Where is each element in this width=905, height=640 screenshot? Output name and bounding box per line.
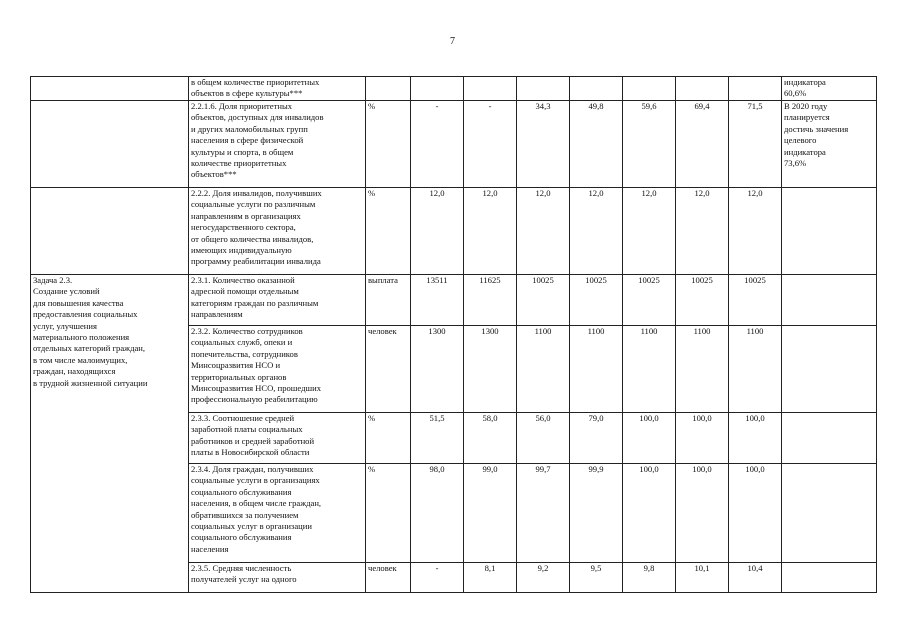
value-cell: 1100 (570, 326, 623, 413)
value-cell: - (411, 101, 464, 188)
text-line: граждан, находящихся (33, 366, 116, 377)
value-cell: 9,5 (570, 563, 623, 593)
value-cell (623, 77, 676, 101)
text-line: населения, в общем числе граждан, (191, 498, 322, 509)
value-cell: 12,0 (623, 188, 676, 275)
task-cell (31, 77, 189, 101)
text-line: территориальных органов (191, 371, 287, 382)
text-line: направлениям в организациях (191, 210, 301, 221)
text-line: профессиональную реабилитацию (191, 394, 318, 405)
value-cell (464, 77, 517, 101)
note-cell (782, 326, 877, 413)
text-line: работников и средней заработной (191, 435, 315, 446)
value-cell: 100,0 (623, 413, 676, 464)
text-line: и других маломобильных групп (191, 123, 308, 134)
value-cell (676, 77, 729, 101)
text-line: индикатора (784, 77, 826, 87)
note-cell (782, 464, 877, 563)
note-cell (782, 275, 877, 326)
table-row (31, 275, 877, 326)
indicator-cell (189, 326, 366, 413)
text-line: программу реабилитации инвалида (191, 256, 321, 267)
value-cell: 10025 (570, 275, 623, 326)
text-line: социальных услуг в организации (191, 521, 312, 532)
value-cell: 69,4 (676, 101, 729, 188)
value-cell: 49,8 (570, 101, 623, 188)
indicator-cell (189, 77, 366, 101)
text-line: услуг, улучшения (33, 320, 97, 331)
indicator-cell (189, 563, 366, 593)
value-cell: 13511 (411, 275, 464, 326)
value-cell (411, 77, 464, 101)
text-line: в том числе малоимущих, (33, 354, 128, 365)
value-cell: 12,0 (517, 188, 570, 275)
text-line: достичь значения (784, 123, 849, 134)
page-number: 7 (450, 36, 455, 47)
value-cell: 12,0 (411, 188, 464, 275)
text-line: населения в сфере физической (191, 135, 304, 146)
indicator-cell (189, 275, 366, 326)
value-cell: 1100 (676, 326, 729, 413)
text-line: в трудной жизненной ситуации (33, 377, 148, 388)
text-line: населения (191, 543, 229, 554)
note-cell (782, 77, 877, 101)
text-line: 2.2.2. Доля инвалидов, получивших (191, 188, 322, 198)
note-cell (782, 101, 877, 188)
note-cell (782, 563, 877, 593)
text-line: попечительства, сотрудников (191, 348, 298, 359)
text-line: адресной помощи отдельным (191, 286, 299, 297)
text-line: социальные услуги в организациях (191, 475, 320, 486)
text-line: социальные услуги по различным (191, 199, 316, 210)
text-line: 2.3.2. Количество сотрудников (191, 326, 303, 336)
value-cell: 1100 (729, 326, 782, 413)
value-cell: 10025 (517, 275, 570, 326)
text-line: объектов в сфере культуры*** (191, 88, 303, 99)
text-line: для повышения качества (33, 297, 124, 308)
value-cell: 79,0 (570, 413, 623, 464)
value-cell: 10,4 (729, 563, 782, 593)
text-line: направлениям (191, 309, 243, 320)
value-cell: 12,0 (676, 188, 729, 275)
table-row (31, 77, 877, 101)
text-line: имеющих индивидуальную (191, 245, 292, 256)
text-line: Создание условий (33, 286, 100, 297)
indicator-cell (189, 188, 366, 275)
indicator-cell (189, 464, 366, 563)
text-line: категориям граждан по различным (191, 297, 319, 308)
text-line: социального обслуживания (191, 532, 292, 543)
text-line: планируется (784, 112, 830, 123)
table-row (31, 101, 877, 188)
indicator-cell (189, 101, 366, 188)
value-cell: 12,0 (570, 188, 623, 275)
value-cell: 56,0 (517, 413, 570, 464)
value-cell: 100,0 (676, 464, 729, 563)
indicators-table (30, 76, 877, 593)
text-line: Минсоцразвития НСО и (191, 360, 281, 371)
value-cell: 100,0 (623, 464, 676, 563)
text-line: заработной платы социальных (191, 424, 303, 435)
value-cell: 10025 (676, 275, 729, 326)
note-cell (782, 413, 877, 464)
text-line: обратившихся за получением (191, 509, 299, 520)
text-line: социального обслуживания (191, 486, 292, 497)
text-line: 2.2.1.6. Доля приоритетных (191, 101, 293, 111)
value-cell: 9,2 (517, 563, 570, 593)
value-cell: 99,9 (570, 464, 623, 563)
value-cell (729, 77, 782, 101)
value-cell: 100,0 (729, 413, 782, 464)
unit-cell: % (366, 413, 411, 464)
text-line: 2.3.4. Доля граждан, получивших (191, 464, 314, 474)
text-line: 60,6% (784, 88, 807, 99)
text-line: Минсоцразвития НСО, прошедших (191, 383, 322, 394)
note-cell (782, 188, 877, 275)
value-cell: 99,7 (517, 464, 570, 563)
table-row (31, 188, 877, 275)
text-line: от общего количества инвалидов, (191, 233, 314, 244)
indicator-cell (189, 413, 366, 464)
text-line: 73,6% (784, 158, 807, 169)
unit-cell: % (366, 101, 411, 188)
unit-cell: % (366, 188, 411, 275)
text-line: получателей услуг на одного (191, 574, 297, 585)
value-cell: 34,3 (517, 101, 570, 188)
task-cell (31, 275, 189, 593)
value-cell (570, 77, 623, 101)
text-line: 2.3.1. Количество оказанной (191, 275, 295, 285)
text-line: социальных служб, опеки и (191, 337, 293, 348)
text-line: 2.3.5. Средняя численность (191, 563, 292, 573)
value-cell: - (411, 563, 464, 593)
value-cell: 1100 (517, 326, 570, 413)
value-cell: 10025 (729, 275, 782, 326)
text-line: материального положения (33, 332, 130, 343)
text-line: Задача 2.3. (33, 275, 73, 285)
value-cell: - (464, 101, 517, 188)
value-cell (517, 77, 570, 101)
unit-cell: выплата (366, 275, 411, 326)
text-line: индикатора (784, 146, 826, 157)
value-cell: 58,0 (464, 413, 517, 464)
text-line: объектов, доступных для инвалидов (191, 112, 324, 123)
unit-cell: человек (366, 563, 411, 593)
unit-cell (366, 77, 411, 101)
value-cell: 9,8 (623, 563, 676, 593)
text-line: негосударственного сектора, (191, 222, 296, 233)
value-cell: 12,0 (729, 188, 782, 275)
text-line: предоставления социальных (33, 309, 138, 320)
value-cell: 10025 (623, 275, 676, 326)
value-cell: 59,6 (623, 101, 676, 188)
value-cell: 100,0 (676, 413, 729, 464)
value-cell: 99,0 (464, 464, 517, 563)
text-line: в общем количестве приоритетных (191, 77, 320, 87)
text-line: отдельных категорий граждан, (33, 343, 146, 354)
value-cell: 11625 (464, 275, 517, 326)
task-cell (31, 188, 189, 275)
value-cell: 8,1 (464, 563, 517, 593)
task-cell (31, 101, 189, 188)
value-cell: 1300 (411, 326, 464, 413)
text-line: платы в Новосибирской области (191, 447, 310, 458)
value-cell: 71,5 (729, 101, 782, 188)
unit-cell: % (366, 464, 411, 563)
text-line: целевого (784, 135, 817, 146)
text-line: количестве приоритетных (191, 158, 287, 169)
text-line: 2.3.3. Соотношение средней (191, 413, 295, 423)
value-cell: 100,0 (729, 464, 782, 563)
text-line: культуры и спорта, в общем (191, 146, 294, 157)
unit-cell: человек (366, 326, 411, 413)
value-cell: 98,0 (411, 464, 464, 563)
value-cell: 10,1 (676, 563, 729, 593)
value-cell: 1100 (623, 326, 676, 413)
value-cell: 12,0 (464, 188, 517, 275)
text-line: В 2020 году (784, 101, 828, 111)
text-line: объектов*** (191, 169, 237, 180)
value-cell: 1300 (464, 326, 517, 413)
value-cell: 51,5 (411, 413, 464, 464)
